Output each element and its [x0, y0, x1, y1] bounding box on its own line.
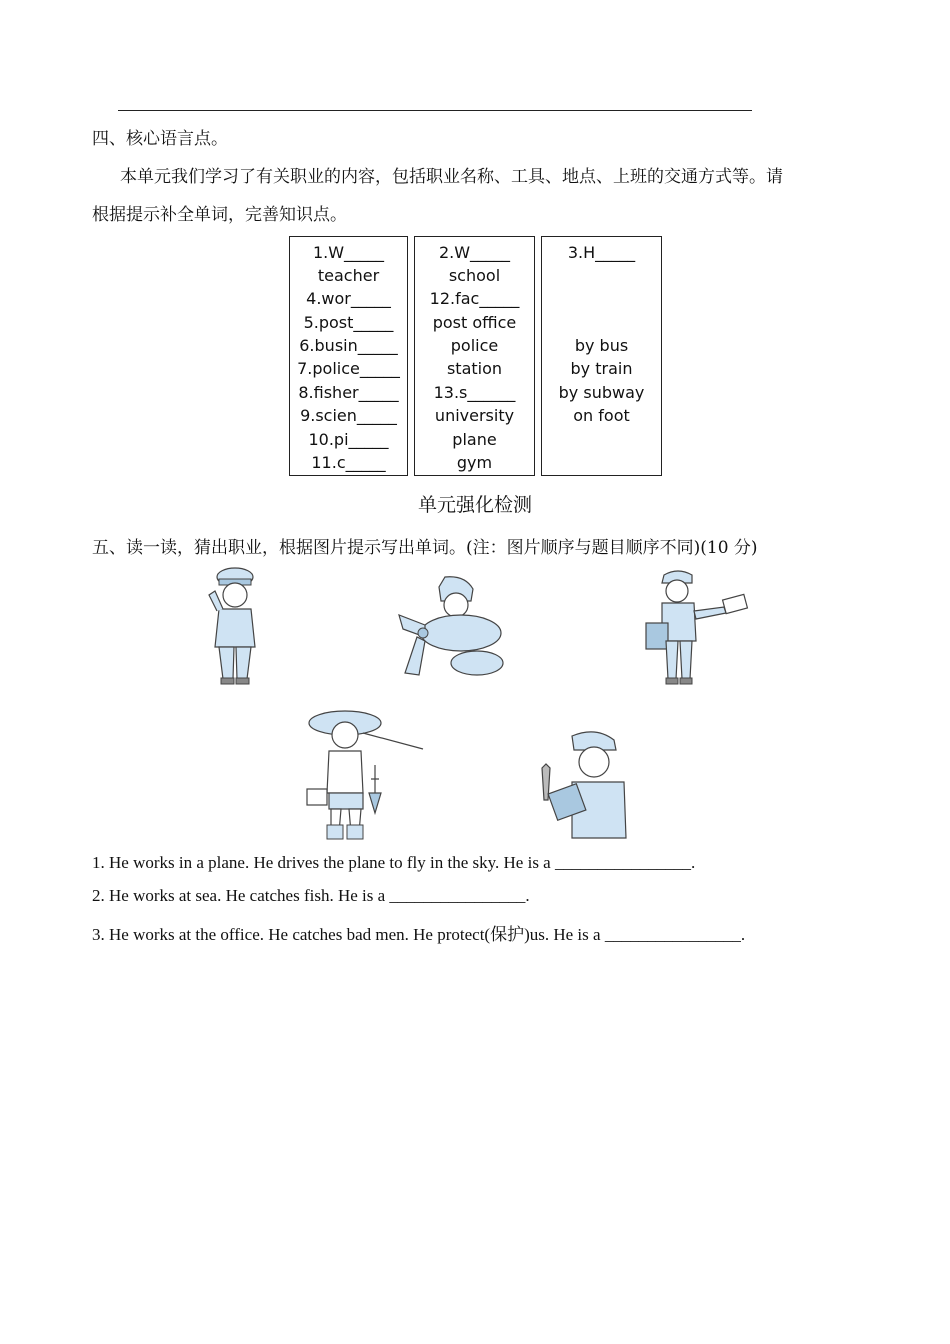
- box-row: by train: [570, 359, 633, 378]
- worker-illustration: [532, 728, 632, 840]
- question-2: 2. He works at sea. He catches fish. He is a ________________.: [92, 886, 530, 905]
- box-row: by bus: [574, 336, 629, 355]
- box-row: university: [434, 406, 515, 425]
- box-row: 3.H_____: [567, 243, 636, 262]
- pilot-illustration: [395, 575, 510, 687]
- box-row: 12.fac_____: [429, 289, 520, 308]
- box-row: 13.s______: [433, 383, 516, 402]
- policeman-illustration: [205, 565, 265, 687]
- section4-intro-line2: 根据提示补全单词，完善知识点。: [92, 205, 347, 225]
- section4-heading: 四、核心语言点。: [92, 129, 228, 149]
- question-3: 3. He works at the office. He catches bad men. He protect(保护)us. He is a ________________.: [92, 925, 746, 944]
- box-row: 6.busin_____: [299, 336, 398, 355]
- box-row: school: [448, 266, 501, 285]
- vocab-box-transport: [541, 236, 662, 476]
- box-row: plane: [452, 430, 497, 449]
- box-row: 2.W_____: [438, 243, 511, 262]
- box-row: by subway: [558, 383, 645, 402]
- question-1: 1. He works in a plane. He drives the plane to fly in the sky. He is a ________________.: [92, 853, 696, 872]
- box-row: 4.wor_____: [306, 289, 391, 308]
- box-row: 10.pi_____: [308, 430, 389, 449]
- box-row: police: [450, 336, 499, 355]
- box-row: 5.post_____: [303, 313, 394, 332]
- box-row: 11.c_____: [311, 453, 386, 472]
- top-answer-line: [118, 110, 752, 111]
- vocab-box-places: [414, 236, 535, 476]
- box-row: gym: [456, 453, 493, 472]
- box-row: teacher: [317, 266, 380, 285]
- postman-illustration: [640, 567, 750, 689]
- fisherman-illustration: [303, 705, 428, 843]
- section5-heading: 五、读一读，猜出职业，根据图片提示写出单词。(注：图片顺序与题目顺序不同)(10 分): [92, 538, 758, 558]
- box-row: 8.fisher_____: [298, 383, 399, 402]
- unit-test-title: 单元强化检测: [417, 494, 532, 516]
- box-row: 7.police_____: [297, 359, 400, 378]
- vocab-box-jobs: [289, 236, 408, 476]
- box-row: station: [446, 359, 503, 378]
- box-row: 9.scien_____: [300, 406, 397, 425]
- section4-intro-line1: 本单元我们学习了有关职业的内容，包括职业名称、工具、地点、上班的交通方式等。请: [120, 167, 783, 187]
- box-row: 1.W_____: [312, 243, 385, 262]
- box-row: post office: [432, 313, 517, 332]
- box-row: on foot: [573, 406, 630, 425]
